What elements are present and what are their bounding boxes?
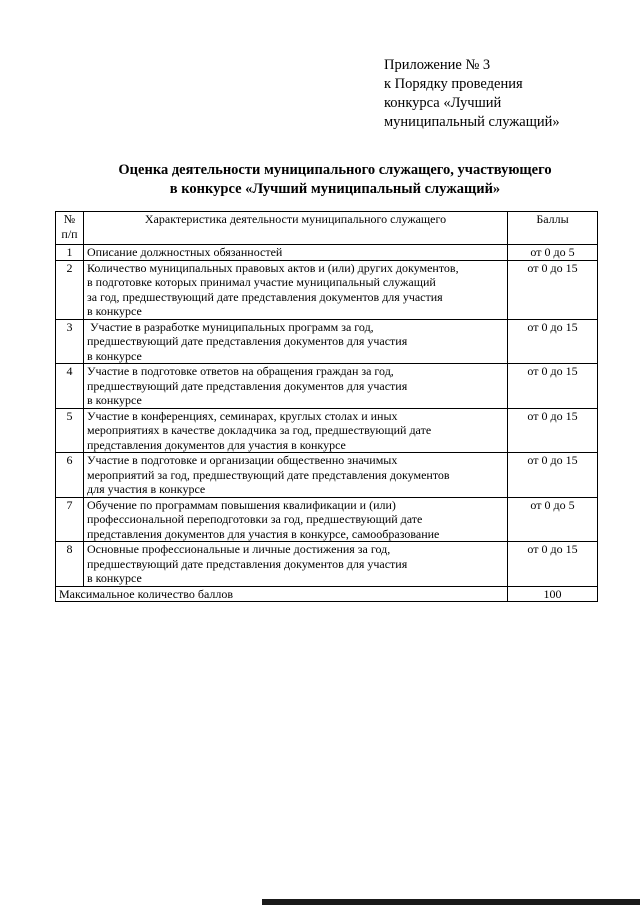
- row-score: от 0 до 5: [508, 497, 598, 542]
- appendix-line: к Порядку проведения: [384, 76, 523, 92]
- description-line: Обучение по программам повышения квалификации и (или): [87, 497, 396, 512]
- row-score: от 0 до 15: [508, 319, 598, 364]
- row-number: 6: [56, 453, 84, 498]
- appendix-line: конкурса «Лучший: [384, 95, 502, 111]
- table-row: [56, 497, 598, 542]
- row-description: [84, 542, 508, 587]
- table-body: [56, 245, 598, 587]
- description-line: в конкурсе: [87, 348, 142, 363]
- total-row: [56, 586, 598, 602]
- total-label: Максимальное количество баллов: [56, 586, 508, 602]
- table-row: [56, 542, 598, 587]
- row-score: от 0 до 15: [508, 408, 598, 453]
- description-line: мероприятиях в качестве докладчика за год, предшествующий дате: [87, 423, 432, 437]
- description-line: Описание должностных обязанностей: [87, 245, 283, 259]
- description-line: предшествующий дате представления документов для участия: [87, 378, 408, 393]
- header-number-line: п/п: [61, 226, 78, 241]
- table-row: [56, 319, 598, 364]
- description-line: для участия в конкурсе: [87, 482, 206, 496]
- table-header-row: [56, 212, 598, 245]
- description-line: в конкурсе: [87, 304, 142, 318]
- row-number: 5: [56, 408, 84, 453]
- table-row: [56, 453, 598, 498]
- row-description: [84, 319, 508, 364]
- header-number: [56, 212, 84, 245]
- description-line: в конкурсе: [87, 571, 142, 585]
- description-line: мероприятий за год, предшествующий дате представления документов: [87, 467, 450, 482]
- row-score: от 0 до 15: [508, 260, 598, 319]
- row-description: [84, 260, 508, 319]
- header-number-line: №: [63, 212, 76, 226]
- description-line: Участие в подготовке и организации общественно значимых: [87, 453, 398, 467]
- row-score: от 0 до 15: [508, 453, 598, 498]
- description-line: Участие в конференциях, семинарах, круглых столах и иных: [87, 408, 398, 423]
- description-line: предшествующий дате представления документов для участия: [87, 334, 408, 348]
- description-line: предшествующий дате представления документов для участия: [87, 556, 408, 571]
- row-description: [84, 408, 508, 453]
- row-number: 2: [56, 260, 84, 319]
- description-line: за год, предшествующий дате представления документов для участия: [87, 289, 443, 304]
- description-line: Участие в разработке муниципальных программ за год,: [87, 319, 374, 334]
- header-description: Характеристика деятельности муниципального служащего: [84, 212, 508, 245]
- table-row: [56, 364, 598, 409]
- row-description: [84, 245, 508, 261]
- scan-edge-shadow: [262, 899, 640, 905]
- row-number: 1: [56, 245, 84, 261]
- description-line: Участие в подготовке ответов на обращения граждан за год,: [87, 364, 394, 378]
- table-row: [56, 408, 598, 453]
- description-line: Основные профессиональные и личные достижения за год,: [87, 542, 391, 556]
- header-score: Баллы: [508, 212, 598, 245]
- row-score: от 0 до 15: [508, 364, 598, 409]
- row-description: [84, 497, 508, 542]
- table-row: [56, 245, 598, 261]
- description-line: профессиональной переподготовки за год, предшествующий дате: [87, 512, 423, 526]
- row-description: [84, 453, 508, 498]
- title-line: в конкурсе «Лучший муниципальный служащий»: [169, 181, 501, 197]
- row-number: 4: [56, 364, 84, 409]
- appendix-line: муниципальный служащий»: [384, 114, 560, 130]
- description-line: представления документов для участия в конкурсе, самообразование: [87, 526, 440, 541]
- title-line: Оценка деятельности муниципального служащего, участвующего: [118, 162, 552, 178]
- table-row: [56, 260, 598, 319]
- row-description: [84, 364, 508, 409]
- evaluation-table: [55, 211, 598, 602]
- row-number: 3: [56, 319, 84, 364]
- row-score: от 0 до 5: [508, 245, 598, 261]
- description-line: представления документов для участия в конкурсе: [87, 437, 346, 452]
- row-number: 8: [56, 542, 84, 587]
- row-number: 7: [56, 497, 84, 542]
- appendix-reference: [384, 56, 560, 132]
- description-line: Количество муниципальных правовых актов и (или) других документов,: [87, 260, 459, 275]
- total-value: 100: [508, 586, 598, 602]
- description-line: в конкурсе: [87, 393, 142, 407]
- row-score: от 0 до 15: [508, 542, 598, 587]
- appendix-line: Приложение № 3: [384, 57, 491, 73]
- document-title: [60, 161, 610, 199]
- description-line: в подготовке которых принимал участие муниципальный служащий: [87, 275, 436, 289]
